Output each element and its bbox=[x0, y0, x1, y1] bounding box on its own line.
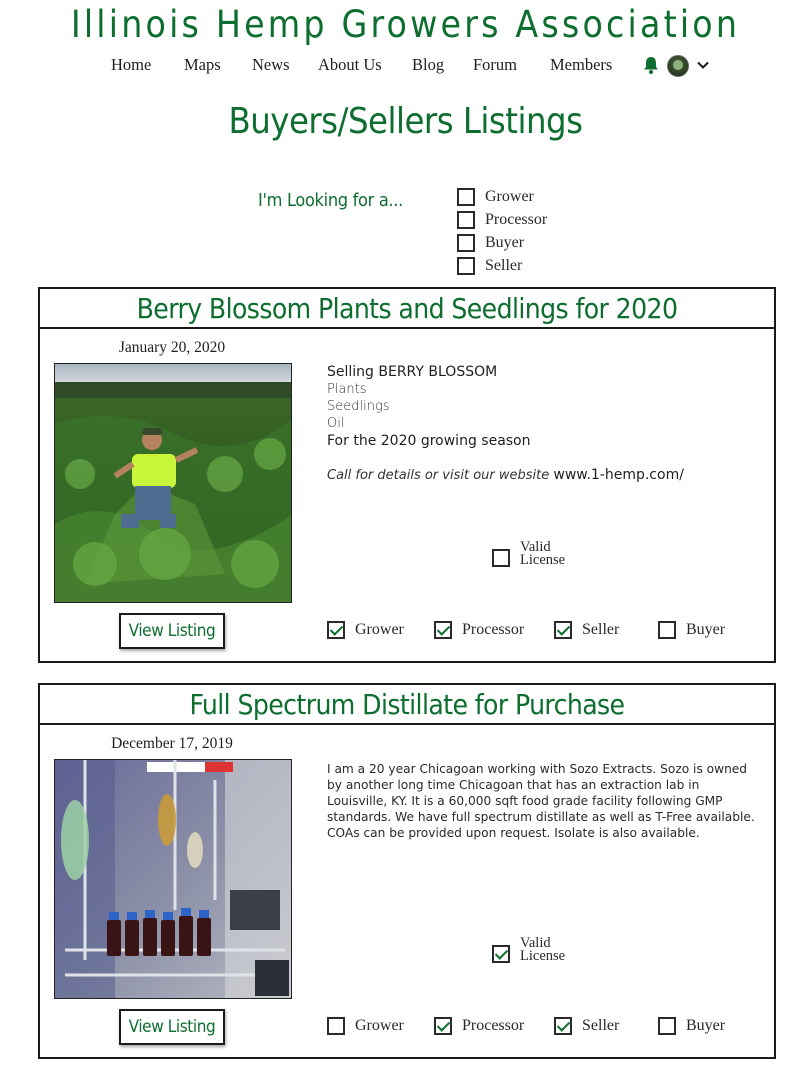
filter-seller-label: Seller bbox=[485, 257, 523, 274]
nav-about-us[interactable]: About Us bbox=[318, 55, 382, 74]
valid-license-label: Valid License bbox=[520, 935, 566, 964]
website-link[interactable]: www.1-hemp.com/ bbox=[553, 467, 684, 483]
view-listing-button[interactable]: View Listing bbox=[119, 1009, 225, 1045]
page-title: Buyers/Sellers Listings bbox=[228, 101, 583, 142]
desc-line: Oil bbox=[327, 416, 345, 431]
type-grower-label: Grower bbox=[355, 1017, 404, 1034]
valid-license-checkbox[interactable] bbox=[492, 549, 510, 567]
looking-for-label: I'm Looking for a... bbox=[258, 190, 403, 211]
type-buyer-label: Buyer bbox=[686, 1017, 726, 1034]
type-seller-label: Seller bbox=[582, 1017, 620, 1034]
filter-processor-checkbox[interactable] bbox=[457, 211, 475, 229]
desc-line: Plants bbox=[327, 382, 367, 397]
type-grower-label: Grower bbox=[355, 621, 404, 638]
listing-title[interactable]: Full Spectrum Distillate for Purchase bbox=[40, 685, 774, 725]
nav-members[interactable]: Members bbox=[550, 55, 613, 74]
desc-paragraph: I am a 20 year Chicagoan working with Sozo Extracts. Sozo is owned by another long time Chicagoan that has an extraction lab in Louisville, KY. It is a 60,000 sqft food grade facility following GMP standards. We have full spectrum distillate as well as T-Free available. COAs can be provided upon request. Isolate is also available. bbox=[327, 762, 755, 840]
desc-line: Selling BERRY BLOSSOM bbox=[327, 364, 498, 380]
avatar[interactable] bbox=[667, 55, 689, 77]
type-processor-label: Processor bbox=[462, 621, 525, 638]
filter-buyer-checkbox[interactable] bbox=[457, 234, 475, 252]
filter-grower-label: Grower bbox=[485, 188, 534, 205]
listing-types bbox=[327, 1016, 767, 1038]
site-title[interactable]: Illinois Hemp Growers Association bbox=[70, 3, 741, 46]
listing-date: January 20, 2020 bbox=[118, 339, 226, 356]
nav-news[interactable]: News bbox=[252, 55, 290, 74]
listing-description bbox=[327, 363, 759, 485]
listing-card bbox=[38, 683, 776, 1059]
chevron-down-icon[interactable] bbox=[696, 58, 710, 72]
call-text: Call for details or visit our website bbox=[327, 468, 554, 483]
listing-date: December 17, 2019 bbox=[111, 735, 233, 752]
type-processor-checkbox[interactable] bbox=[434, 621, 452, 639]
filter-grower-checkbox[interactable] bbox=[457, 188, 475, 206]
nav-blog[interactable]: Blog bbox=[412, 55, 445, 74]
desc-line: For the 2020 growing season bbox=[327, 433, 531, 449]
type-buyer-label: Buyer bbox=[686, 621, 726, 638]
type-processor-checkbox[interactable] bbox=[434, 1017, 452, 1035]
bell-icon[interactable] bbox=[641, 55, 661, 75]
filter-seller-checkbox[interactable] bbox=[457, 257, 475, 275]
type-seller-label: Seller bbox=[582, 621, 620, 638]
type-processor-label: Processor bbox=[462, 1017, 525, 1034]
type-buyer-checkbox[interactable] bbox=[658, 1017, 676, 1035]
type-seller-checkbox[interactable] bbox=[554, 621, 572, 639]
main-nav bbox=[0, 52, 811, 78]
nav-maps[interactable]: Maps bbox=[184, 55, 221, 74]
valid-license-checkbox[interactable] bbox=[492, 945, 510, 963]
listing-card bbox=[38, 287, 776, 663]
nav-home[interactable]: Home bbox=[111, 55, 152, 74]
type-buyer-checkbox[interactable] bbox=[658, 621, 676, 639]
nav-forum[interactable]: Forum bbox=[473, 55, 518, 74]
view-listing-button[interactable]: View Listing bbox=[119, 613, 225, 649]
desc-call-line bbox=[327, 466, 759, 485]
listing-description bbox=[327, 761, 757, 841]
listing-photo[interactable] bbox=[54, 363, 292, 603]
type-grower-checkbox[interactable] bbox=[327, 621, 345, 639]
filter-processor-label: Processor bbox=[485, 211, 548, 228]
type-seller-checkbox[interactable] bbox=[554, 1017, 572, 1035]
valid-license-label: Valid License bbox=[520, 539, 566, 568]
listing-title[interactable]: Berry Blossom Plants and Seedlings for 2020 bbox=[40, 289, 774, 329]
filter-buyer-label: Buyer bbox=[485, 234, 525, 251]
desc-line: Seedlings bbox=[327, 399, 390, 414]
type-grower-checkbox[interactable] bbox=[327, 1017, 345, 1035]
listing-photo[interactable] bbox=[54, 759, 292, 999]
listing-types bbox=[327, 620, 767, 642]
